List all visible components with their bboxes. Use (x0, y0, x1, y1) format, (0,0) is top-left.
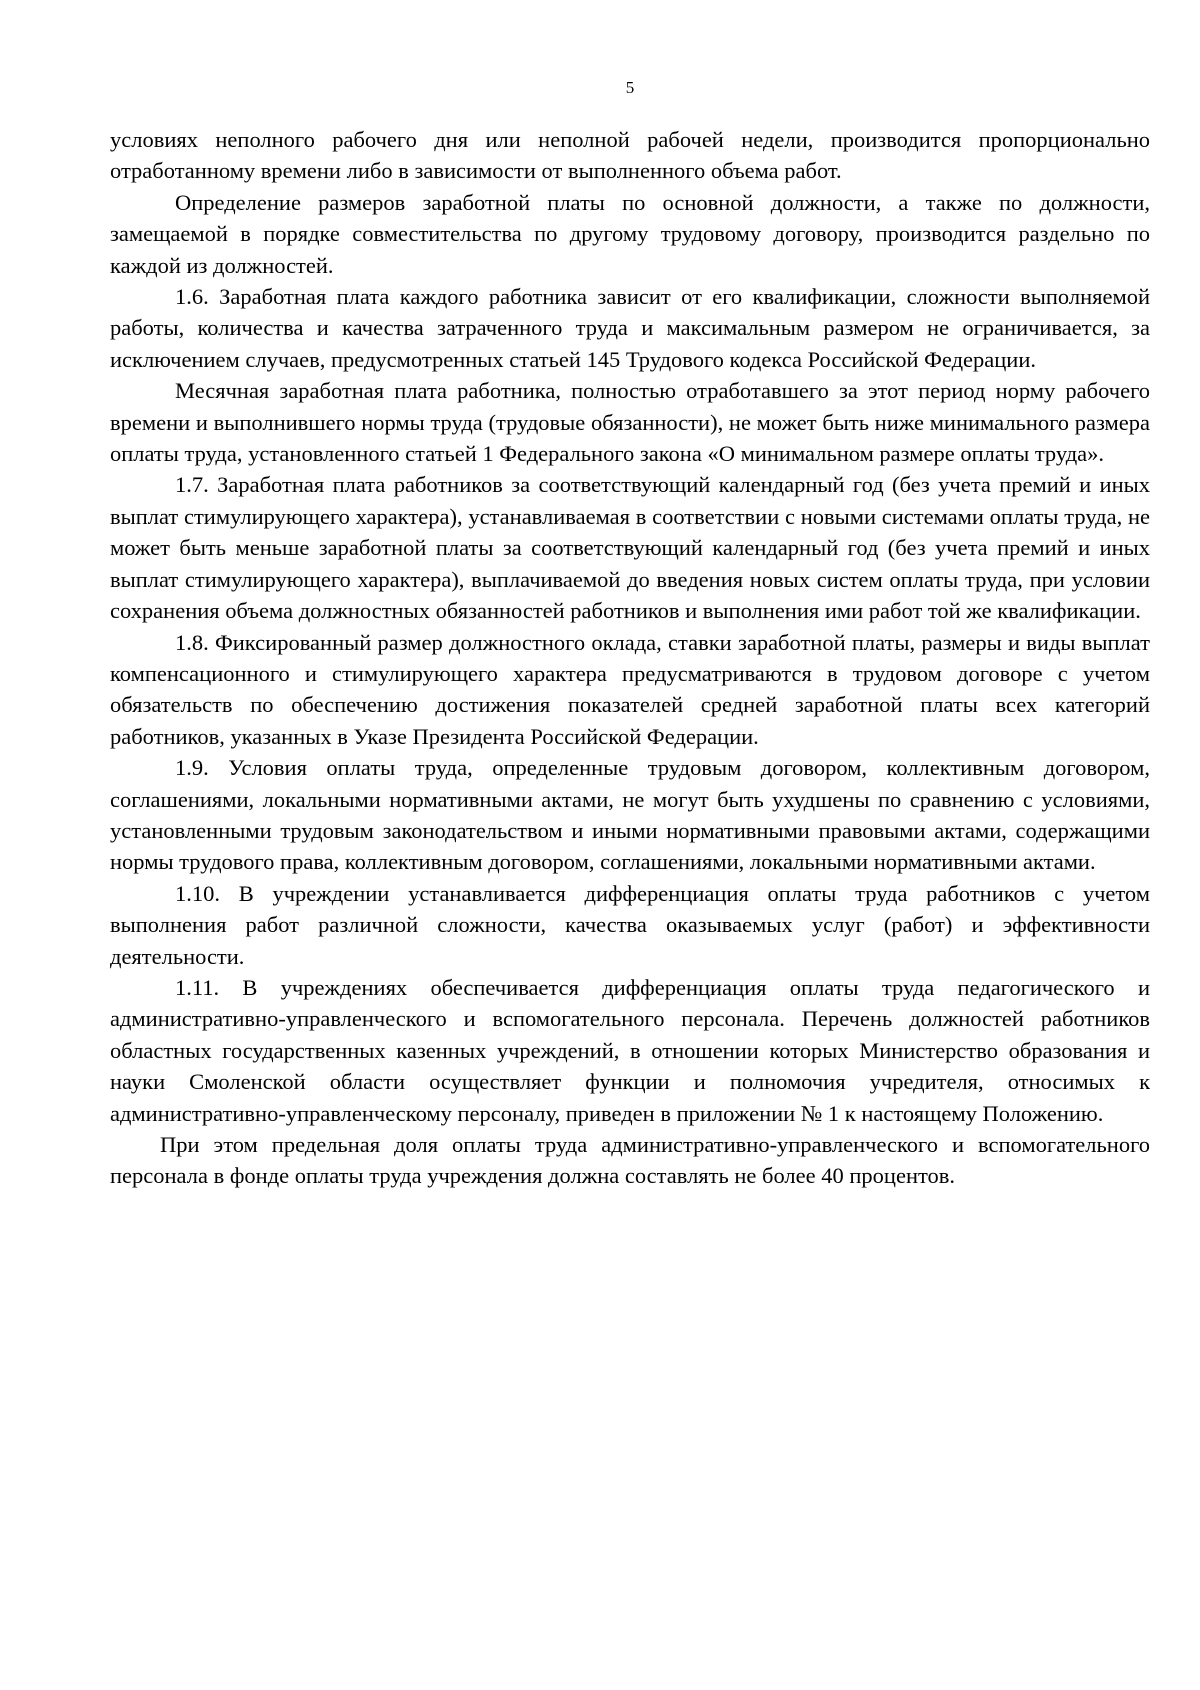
document-page (110, 0, 1150, 1690)
paragraph-1-10: 1.10. В учреждении устанавливается дифференциация оплаты труда работников с учетом выполнения работ различной сложности, качества оказываемых услуг (работ) и эффективности деятельности. (110, 880, 1150, 969)
document-body (110, 124, 1150, 1192)
page-number: 5 (625, 78, 635, 97)
paragraph-continuation: условиях неполного рабочего дня или неполной рабочей недели, производится пропорционально отработанному времени либо в зависимости от выполненного объема работ. (110, 127, 1150, 184)
paragraph-1-9: 1.9. Условия оплаты труда, определенные трудовым договором, коллективным договором, соглашениями, локальными нормативными актами, не могут быть ухудшены по сравнению с условиями, установленными трудовым законодательством и иными нормативными правовыми актами, содержащими нормы трудового права, коллективным договором, соглашениями, локальными нормативными актами. (110, 755, 1150, 875)
paragraph-1-11: 1.11. В учреждениях обеспечивается дифференциация оплаты труда педагогического и административно-управленческого и вспомогательного персонала. Перечень должностей работников областных государственных казенных учреждений, в отношении которых Министерство образования и науки Смоленской области осуществляет функции и полномочия учредителя, относимых к административно-управленческому персоналу, приведен в приложении № 1 к настоящему Положению. (110, 974, 1150, 1126)
paragraph-salary-determination: Определение размеров заработной платы по основной должности, а также по должности, замещаемой в порядке совместительства по другому трудовому договору, производится раздельно по каждой из должностей. (110, 189, 1150, 278)
paragraph-1-6: 1.6. Заработная плата каждого работника зависит от его квалификации, сложности выполняемой работы, количества и качества затраченного труда и максимальным размером не ограничивается, за исключением случаев, предусмотренных статьей 145 Трудового кодекса Российской Федерации. (110, 284, 1150, 372)
paragraph-monthly-salary: Месячная заработная плата работника, полностью отработавшего за этот период норму рабочего времени и выполнившего нормы труда (трудовые обязанности), не может быть ниже минимального размера оплаты труда, установленного статьей 1 Федерального закона «О минимальном размере оплаты труда». (110, 378, 1150, 467)
paragraph-1-7: 1.7. Заработная плата работников за соответствующий календарный год (без учета премий и иных выплат стимулирующего характера), устанавливаемая в соответствии с новыми системами оплаты труда, не может быть меньше заработной платы за соответствующий календарный год (без учета премий и иных выплат стимулирующего характера), выплачиваемой до введения новых систем оплаты труда, при условии сохранения объема должностных обязанностей работников и выполнения ими работ той же квалификации. (110, 472, 1150, 624)
paragraph-1-8: 1.8. Фиксированный размер должностного оклада, ставки заработной платы, размеры и виды выплат компенсационного и стимулирующего характера предусматриваются в трудовом договоре с учетом обязательств по обеспечению достижения показателей средней заработной платы всех категорий работников, указанных в Указе Президента Российской Федерации. (110, 629, 1150, 749)
paragraph-share-limit: При этом предельная доля оплаты труда административно-управленческого и вспомогательного персонала в фонде оплаты труда учреждения должна составлять не более 40 процентов. (110, 1132, 1150, 1189)
